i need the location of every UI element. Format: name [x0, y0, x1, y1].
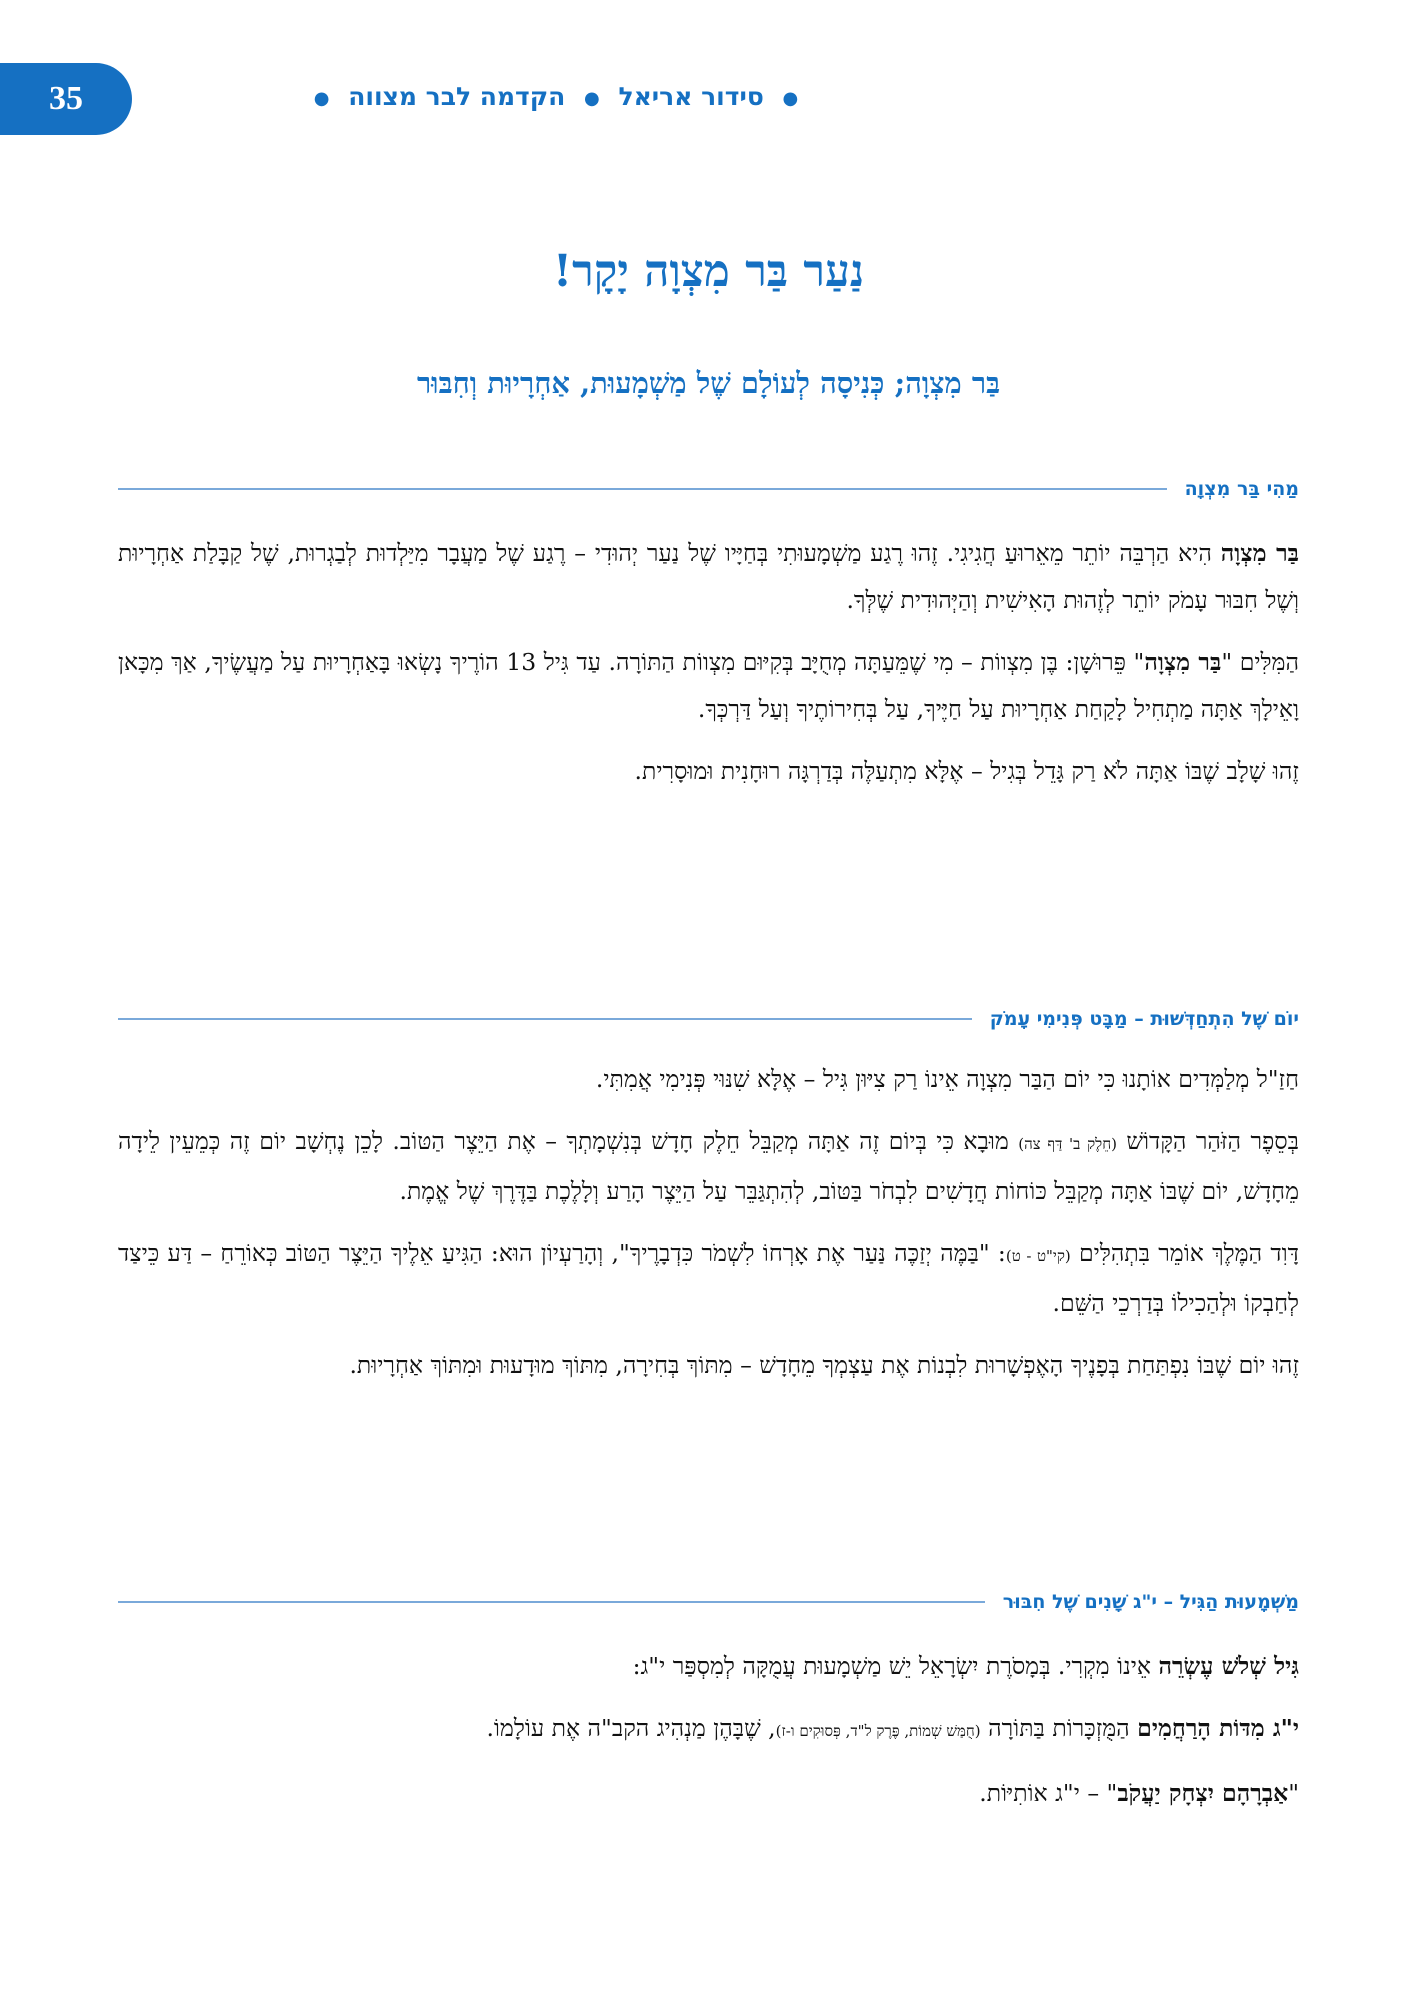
paragraph	[118, 1770, 1299, 1817]
bullet-icon: ●	[313, 87, 330, 109]
section-divider	[118, 1601, 985, 1603]
paragraph-text: בְּסֵפֶר הַזֹּהַר הַקָּדוֹשׁ	[1116, 1127, 1299, 1155]
paragraph-text: , שֶׁבָּהֶן מַנְהִיג הקב"ה אֶת עוֹלָמוֹ.	[486, 1714, 776, 1742]
paragraph-text: "	[1288, 1779, 1299, 1807]
section-heading	[118, 1585, 1299, 1619]
paragraph-text: : "בַּמֶּה יְזַכֶּה נַּעַר אֶת אָרְחוֹ לִשְׁמֹר כִּדְבָרֶיךָ", וְהָרַעְיוֹן הוּא: הַגִּיעַ אֵלֶיךָ הַיֵּצֶר הַטּוֹב כְּאוֹרֵחַ – דַּע כֵּיצַד לְחַבְקוֹ וּלְהַכִילוֹ בְּדַרְכֵי הַשֵּׁם.	[118, 1239, 1299, 1317]
section-age-meaning	[118, 1585, 1299, 1832]
paragraph-text: מוּבָא כִּי בְּיוֹם זֶה אַתָּה מְקַבֵּל חֵלֶק חָדָשׁ בְּנִשְׁמָתְךָ – אֶת הַיֵּצֶר הַטּוֹב. לָכֵן נֶחְשָׁב יוֹם זֶה כְּמֵעֵין לֵידָה מֵחָדָשׁ, יוֹם שֶׁבּוֹ אַתָּה מְקַבֵּל כּוֹחוֹת חֲדָשִׁים לִבְחֹר בַּטּוֹב, לְהִתְגַּבֵּר עַל הַיֵּצֶר הָרַע וְלָלֶכֶת בַּדֶּרֶךְ שֶׁל אֱמֶת.	[118, 1127, 1299, 1205]
paragraph	[118, 1342, 1299, 1389]
paragraph	[118, 639, 1299, 733]
bold-term: י"ג מִדּוֹת הָרַחֲמִים	[1137, 1714, 1299, 1742]
bullet-icon: ●	[782, 87, 799, 109]
section-heading	[118, 472, 1299, 506]
bold-term: בַּר מִצְוָה	[1144, 648, 1222, 676]
bold-term: אַבְרָהָם יִצְחָק יַעֲקֹב	[1117, 1779, 1289, 1807]
source-reference: (חֻמַּשׁ שְׁמוֹת, פֶּרֶק ל"ד, פְּסוּקִים ו-ז)	[775, 1722, 981, 1740]
paragraph	[118, 1643, 1299, 1690]
paragraph-text: הַמֻּזְכָּרוֹת בַּתּוֹרָה	[980, 1714, 1138, 1742]
paragraph	[118, 1118, 1299, 1215]
paragraph-text: זֶהוּ יוֹם שֶׁבּוֹ נִפְתַּחַת בְּפָנֶיךָ הָאֶפְשָׁרוּת לִבְנוֹת אֶת עַצְמְךָ מֵחָדָשׁ – מִתּוֹךְ בְּחִירָה, מִתּוֹךְ מוּדָעוּת וּמִתּוֹךְ אַחְרָיוּת.	[349, 1351, 1299, 1379]
running-head-book: סידור אריאל	[618, 82, 764, 111]
paragraph-text: " – י"ג אוֹתִיּוֹת.	[979, 1779, 1118, 1807]
page-subtitle: בַּר מִצְוָה; כְּנִיסָה לְעוֹלָם שֶׁל מַשְׁמָעוּת, אַחְרָיוּת וְחִבּוּר	[416, 366, 1001, 400]
section-heading	[118, 1002, 1299, 1036]
bold-term: בַּר מִצְוָה	[1220, 539, 1299, 567]
section-heading-label: יוֹם שֶׁל הִתְחַדְּשׁוּת – מַבָּט פְּנִימִי עָמֹק	[989, 1008, 1299, 1030]
paragraph-text: הַמִּלִּים "	[1221, 648, 1299, 676]
paragraph	[118, 748, 1299, 795]
source-reference: (קי"ט - ט)	[1005, 1247, 1071, 1265]
section-renewal-day	[118, 1002, 1299, 1404]
paragraph-text: דָּוִד הַמֶּלֶךְ אוֹמֵר בִּתְהִלִּים	[1070, 1239, 1299, 1267]
section-heading-label: מַשְׁמָעוּת הַגִּיל – י"ג שָׁנִים שֶׁל חִבּוּר	[1002, 1591, 1299, 1613]
section-what-is-bar-mitzvah	[118, 472, 1299, 810]
paragraph-text: הִיא הַרְבֵּה יוֹתֵר מֵאֵרוּעַ חֲגִיגִי. זֶהוּ רֶגַע מַשְׁמָעוּתִי בְּחַיָּיו שֶׁל נַעַר יְהוּדִי – רֶגַע שֶׁל מַעֲבָר מִיַּלְדוּת לְבַגְרוּת, שֶׁל קַבָּלַת אַחְרָיוּת וְשֶׁל חִבּוּר עָמֹק יוֹתֵר לְזֶהוּת הָאִישִׁית וְהַיְּהוּדִית שֶׁלְּךָ.	[118, 539, 1299, 614]
section-heading-label: מַהִי בַּר מִצְוָה	[1184, 478, 1299, 500]
page-title: נַעַר בַּר מִצְוָה יָקָר!	[552, 246, 865, 297]
paragraph	[118, 530, 1299, 624]
paragraph	[118, 1705, 1299, 1755]
page-number-tab	[0, 63, 132, 135]
bullet-icon: ●	[584, 87, 600, 109]
paragraph-text: " פֵּרוּשָׁן: בֶּן מִצְווֹת – מִי שֶׁמֵּעַתָּה מְחֻיָּב בְּקִיּוּם מִצְווֹת הַתּוֹרָה. עַד גִּיל 13 הוֹרֶיךָ נָשְׂאוּ בָּאַחְרָיוּת עַל מַעֲשֶׂיךָ, אַךְ מִכָּאן וָאֵילָךְ אַתָּה מַתְחִיל לָקַחַת אַחְרָיוּת עַל חַיֶּיךָ, עַל בְּחִירוֹתֶיךָ וְעַל דַּרְכְּךָ.	[118, 648, 1299, 723]
section-divider	[118, 488, 1167, 490]
bold-term: גִּיל שְׁלֹשׁ עֶשְׂרֵה	[1158, 1652, 1299, 1680]
running-head	[140, 82, 972, 111]
paragraph-text: זֶהוּ שָׁלָב שֶׁבּוֹ אַתָּה לֹא רַק גָּדֵל בְּגִיל – אֶלָּא מִתְעַלֶּה בְּדַרְגָּה רוּחָנִית וּמוּסָרִית.	[634, 757, 1299, 785]
paragraph-text: חַזַ"ל מְלַמְּדִים אוֹתָנוּ כִּי יוֹם הַבַּר מִצְוָה אֵינוֹ רַק צִיּוּן גִּיל – אֶלָּא שִׁנּוּי פְּנִימִי אֲמִתִּי.	[595, 1065, 1299, 1093]
running-head-chapter: הקדמה לבר מצווה	[348, 82, 566, 111]
source-reference: (חֵלֶק ב' דַּף צה)	[1018, 1135, 1117, 1153]
paragraph-text: אֵינוֹ מִקְרִי. בְּמָסֹרֶת יִשְׂרָאֵל יֵשׁ מַשְׁמָעוּת עֲמֻקָּה לְמִסְפַּר י"ג:	[632, 1652, 1159, 1680]
page-number: 35	[49, 80, 83, 117]
paragraph	[118, 1230, 1299, 1327]
paragraph	[118, 1056, 1299, 1103]
section-divider	[118, 1018, 972, 1020]
